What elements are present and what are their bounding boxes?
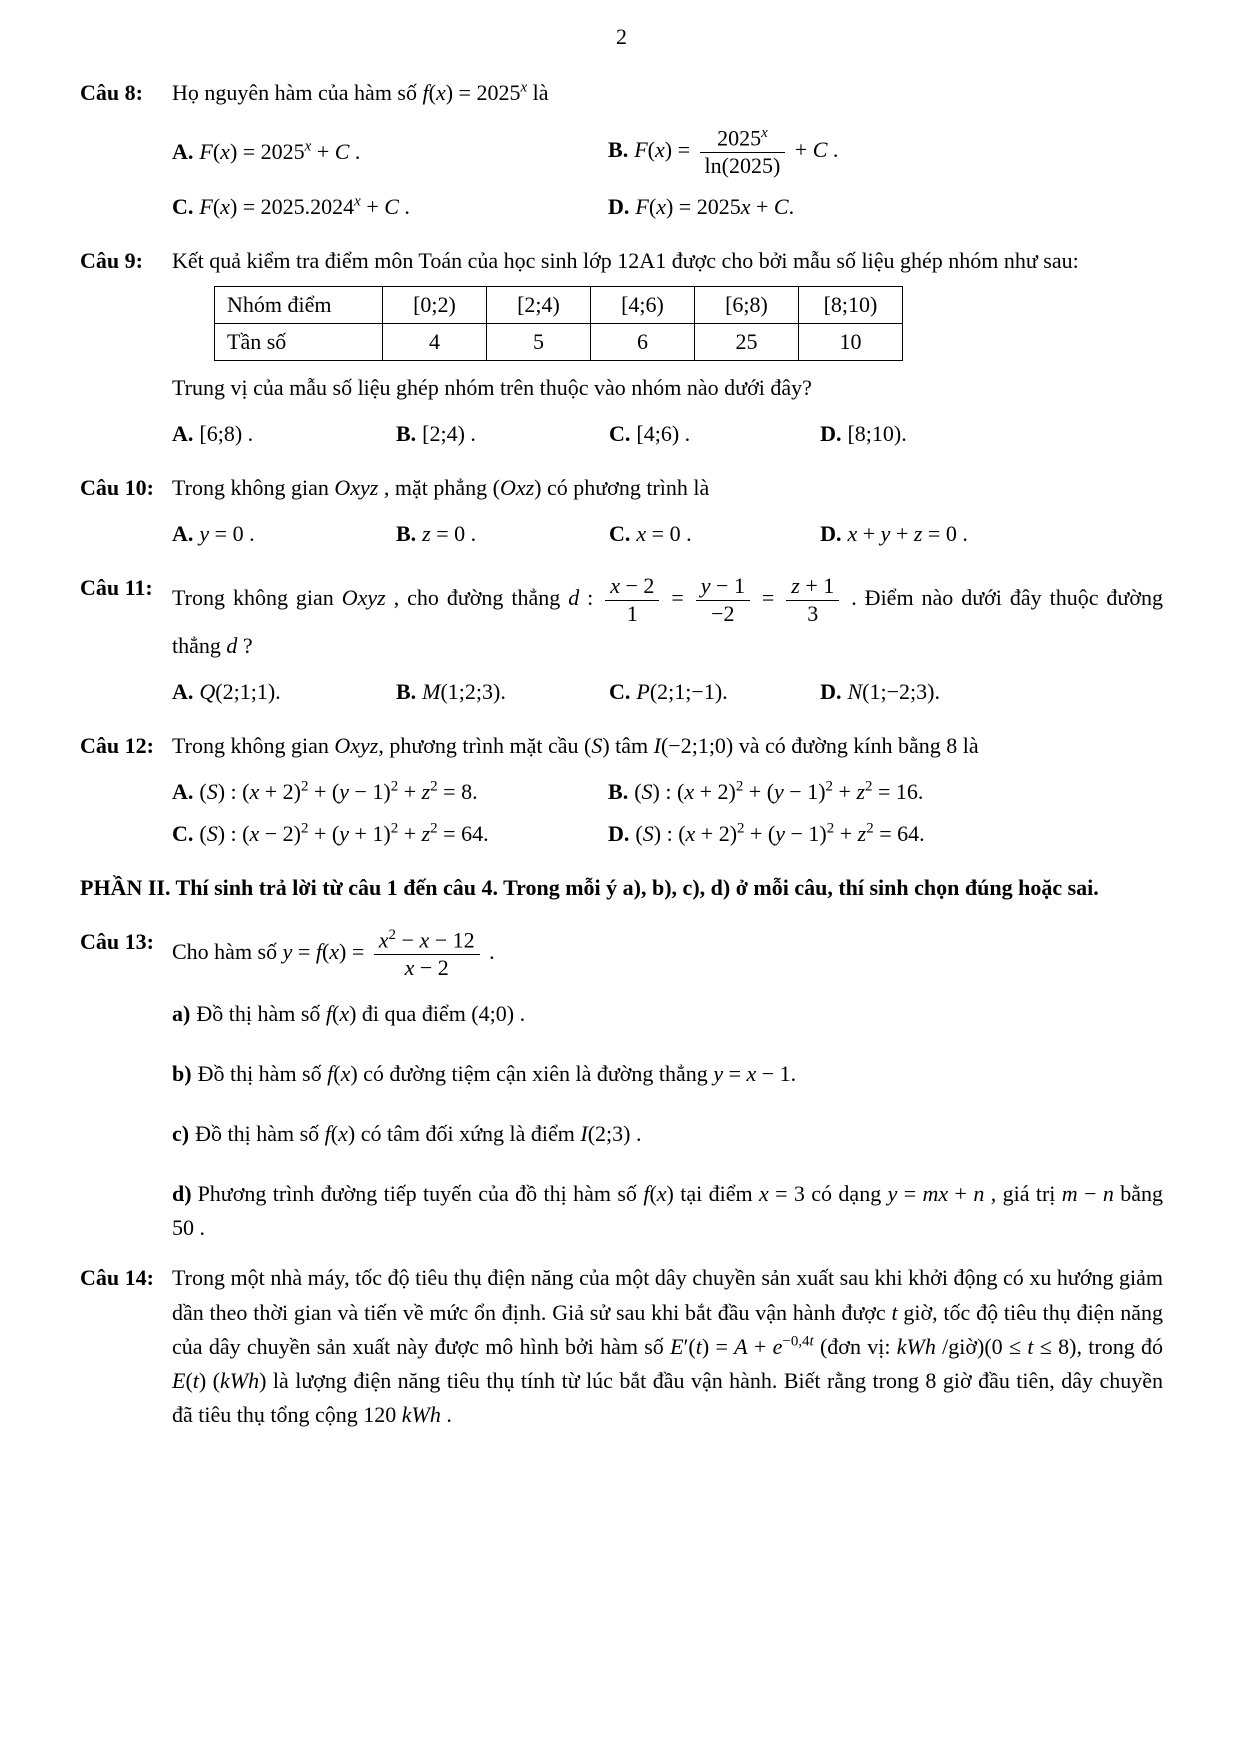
question-12-label: Câu 12:: [80, 732, 154, 758]
question-13-part-c: [172, 1117, 1163, 1151]
question-8: [80, 76, 1163, 228]
option-letter: A.: [172, 679, 194, 705]
question-9: [80, 244, 1163, 455]
question-9-subquestion: Trung vị của mẫu số liệu ghép nhóm trên thuộc vào nhóm nào dưới đây?: [172, 375, 812, 401]
page-number: 2: [616, 24, 627, 49]
question-11-option-c: [609, 671, 820, 713]
option-letter: C.: [172, 194, 194, 220]
question-9-label: Câu 9:: [80, 248, 143, 274]
table-cell: 5: [487, 324, 591, 361]
option-text: M(1;2;3).: [422, 679, 506, 705]
question-10-body: Trong không gian Oxyz , mặt phẳng (Oxz) có phương trình là: [172, 475, 710, 501]
question-12-body: Trong không gian Oxyz, phương trình mặt cầu (S) tâm I(−2;1;0) và có đường kính bằng 8 là: [172, 732, 979, 758]
option-text: P(2;1;−1).: [636, 679, 728, 705]
question-10: [80, 471, 1163, 555]
question-8-body: Họ nguyên hàm của hàm số $f(x) = 2025^x$ là: [172, 79, 549, 105]
part-letter: d): [172, 1181, 192, 1207]
option-text: Q(2;1;1).: [199, 679, 281, 705]
question-10-option-c: [609, 513, 820, 555]
option-text: N(1;−2;3).: [847, 679, 940, 705]
question-12-option-d: [608, 813, 1163, 855]
question-8-option-b: [608, 118, 1163, 186]
part-letter: c): [172, 1121, 190, 1147]
question-12-options: [172, 771, 1163, 855]
option-letter: B.: [608, 137, 629, 163]
part-text: Phương trình đường tiếp tuyến của đồ thị hàm số f(x) tại điểm x = 3 có dạng y = mx + n , giá trị m − n bằng 50 .: [172, 1181, 1164, 1241]
option-letter: C.: [172, 820, 194, 846]
table-cell: 6: [591, 324, 695, 361]
question-8-option-c: [172, 186, 608, 228]
option-letter: C.: [609, 679, 631, 705]
option-text: [2;4) .: [422, 421, 476, 447]
question-8-option-a: [172, 131, 608, 173]
option-text: (S) : $(x + 2)^2 + (y - 1)^2 + z^2 = 64$.: [635, 820, 925, 846]
question-14: [80, 1261, 1163, 1431]
table-cell: [2;4): [487, 287, 591, 324]
question-12-option-c: [172, 813, 608, 855]
question-10-label: Câu 10:: [80, 475, 154, 501]
part-text: Đồ thị hàm số f(x) có tâm đối xứng là điểm I(2;3) .: [195, 1121, 642, 1147]
option-text: [6;8) .: [199, 421, 254, 447]
question-13-part-b: [172, 1057, 1163, 1091]
option-letter: B.: [395, 521, 417, 547]
option-letter: A.: [172, 421, 194, 447]
question-12-option-b: [608, 771, 1163, 813]
question-8-option-d: [608, 186, 1163, 228]
question-10-option-d: [820, 513, 1163, 555]
question-13-parts: [172, 997, 1163, 1245]
option-text: z = 0 .: [422, 521, 477, 547]
question-13-part-d: [172, 1177, 1163, 1245]
question-9-option-c: [609, 413, 820, 455]
option-text: F(x) = $\frac{2025^x}{\ln(2025)}$ + C .: [634, 125, 839, 178]
table-cell: [4;6): [591, 287, 695, 324]
frequency-table: [214, 286, 903, 361]
option-text: (S) : $(x + 2)^2 + (y - 1)^2 + z^2 = 8$.: [199, 778, 478, 805]
question-9-option-a: [172, 413, 396, 455]
option-letter: C.: [609, 521, 631, 547]
question-9-options: [172, 413, 1163, 455]
option-text: x + y + z = 0 .: [847, 521, 968, 547]
table-cell: 10: [799, 324, 903, 361]
question-11-label: Câu 11:: [80, 575, 153, 601]
table-cell: Tần số: [215, 324, 383, 361]
option-text: $F(x) = 2025^x + C$ .: [199, 138, 361, 165]
option-letter: C.: [609, 421, 631, 447]
question-11-option-b: [396, 671, 609, 713]
table-cell: 4: [383, 324, 487, 361]
table-cell: Nhóm điểm: [215, 287, 383, 324]
question-11-option-a: [172, 671, 396, 713]
question-10-option-a: [172, 513, 396, 555]
option-letter: B.: [608, 779, 629, 805]
option-text: y = 0 .: [199, 521, 255, 547]
question-12: [80, 729, 1163, 855]
option-letter: B.: [395, 421, 417, 447]
option-letter: D.: [820, 679, 842, 705]
part-letter: b): [172, 1061, 192, 1087]
question-14-body: Trong một nhà máy, tốc độ tiêu thụ điện năng của một dây chuyền sản xuất sau khi khởi động có xu hướng giảm dần theo thời gian và tiến về mức ổn định. Giả sử sau khi bắt đầu vận hành được t giờ, tốc độ tiêu thụ điện năng của dây chuyền sản xuất này được mô hình bởi hàm số $E'(t) = A + e^{-0,4t}$ (đơn vị: kWh /giờ)(0 ≤ t ≤ 8), trong đó E(t) (kWh) là lượng điện năng tiêu thụ tính từ lúc bắt đầu vận hành. Biết rằng trong 8 giờ đầu tiên, dây chuyền đã tiêu thụ tổng cộng 120 kWh .: [172, 1265, 1164, 1427]
question-10-options: [172, 513, 1163, 555]
table-cell: 25: [695, 324, 799, 361]
question-11: [80, 571, 1163, 713]
option-letter: D.: [820, 521, 842, 547]
option-letter: D.: [608, 820, 630, 846]
question-13: [80, 925, 1163, 1246]
question-11-option-d: [820, 671, 1163, 713]
option-text: [4;6) .: [636, 421, 691, 447]
option-letter: D.: [820, 421, 842, 447]
table-cell: [0;2): [383, 287, 487, 324]
option-text: $F(x) = 2025.2024^x + C$ .: [199, 193, 410, 220]
question-8-options: [172, 118, 1163, 228]
question-13-label: Câu 13:: [80, 928, 154, 954]
option-text: F(x) = 2025x + C.: [635, 194, 795, 220]
question-9-option-b: [396, 413, 609, 455]
question-8-label: Câu 8:: [80, 80, 143, 105]
question-14-label: Câu 14:: [80, 1265, 154, 1291]
option-letter: D.: [608, 194, 630, 220]
option-letter: A.: [172, 139, 194, 165]
part2-header: PHẦN II. Thí sinh trả lời từ câu 1 đến câu 4. Trong mỗi ý a), b), c), d) ở mỗi câu, thí sinh chọn đúng hoặc sai.: [80, 874, 1099, 900]
option-text: x = 0 .: [636, 521, 692, 547]
question-9-option-d: [820, 413, 1163, 455]
table-cell: [8;10): [799, 287, 903, 324]
question-11-body: Trong không gian Oxyz , cho đường thẳng d : $\frac{x - 2}{1}$ = $\frac{y - 1}{-2}$ = $\frac{z + 1}{3}$ . Điểm nào dưới đây thuộc đường thẳng d ?: [172, 573, 1163, 658]
question-13-body: Cho hàm số y = f(x) = $\frac{x^2 - x - 12}{x - 2}$ .: [172, 926, 495, 980]
part-letter: a): [172, 1001, 191, 1026]
question-11-options: [172, 671, 1163, 713]
table-cell: [6;8): [695, 287, 799, 324]
question-12-option-a: [172, 771, 608, 813]
option-text: (S) : $(x - 2)^2 + (y + 1)^2 + z^2 = 64$.: [199, 820, 489, 846]
question-9-body: Kết quả kiểm tra điểm môn Toán của học sinh lớp 12A1 được cho bởi mẫu số liệu ghép nhóm như sau:: [172, 248, 1079, 274]
option-letter: A.: [172, 521, 194, 547]
option-text: [8;10).: [847, 421, 907, 447]
part-text: Đồ thị hàm số f(x) có đường tiệm cận xiên là đường thẳng y = x − 1.: [197, 1061, 797, 1087]
option-text: (S) : $(x + 2)^2 + (y - 1)^2 + z^2 = 16$.: [634, 778, 924, 805]
question-10-option-b: [396, 513, 609, 555]
table-row: [215, 287, 903, 324]
question-13-part-a: [172, 997, 1163, 1031]
option-letter: B.: [395, 679, 417, 705]
option-letter: A.: [172, 779, 194, 805]
part-text: Đồ thị hàm số f(x) đi qua điểm (4;0) .: [196, 1001, 526, 1026]
table-row: [215, 324, 903, 361]
